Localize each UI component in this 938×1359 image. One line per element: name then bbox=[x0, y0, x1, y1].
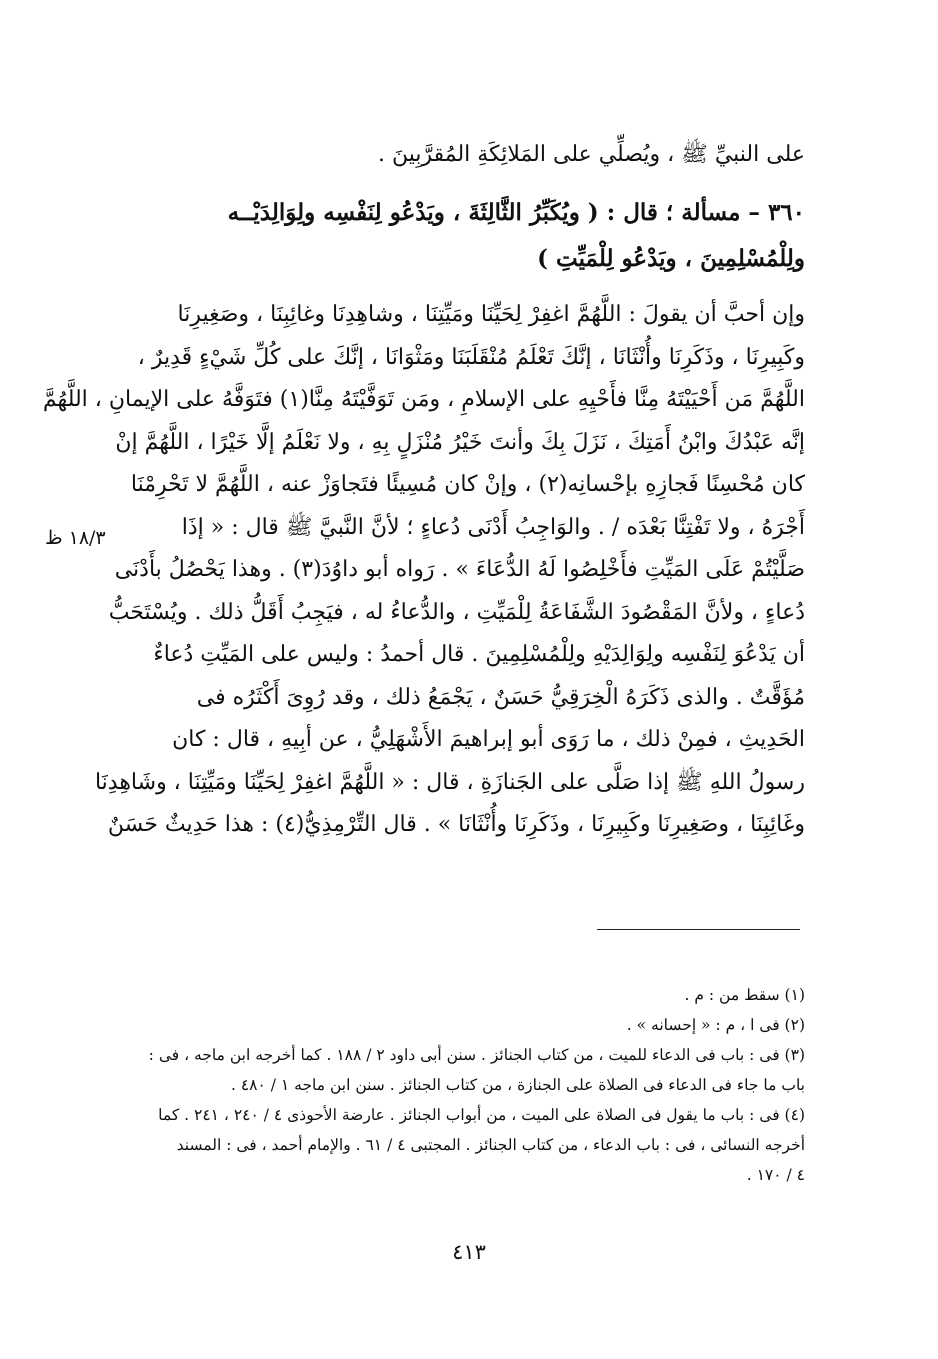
body-line: رسولُ اللهِ ﷺ إذا صَلَّى على الجَنازَةِ ، قال : « اللَّهُمَّ اغفِرْ لِحَيِّنَا ومَيِّتِنَا ، وشَاهِدِنَا bbox=[94, 769, 805, 795]
intro-line: على النبيِّ ﷺ ، ويُصلِّي على المَلائِكَةِ المُقرَّبِينَ . bbox=[377, 142, 805, 167]
footnote-line: (٤) فى : باب ما يقول فى الصلاة على الميت ، من أبواب الجنائز . عارضة الأحوذى ٤ / ٢٤٠ ، ٢٤١ . كما bbox=[158, 1106, 805, 1124]
body-line: كان مُحْسِنًا فَجازِهِ بإحْسانِه(٢) ، وإنْ كان مُسِيئًا فتَجاوَزْ عنه ، اللَّهُمَّ لا تَحْرِمْنَا bbox=[130, 472, 805, 497]
footnote-line: (٢) فى ا ، م : « إحسانه » . bbox=[626, 1016, 805, 1034]
footnote-line: أخرجه النسائى ، فى : باب الدعاء ، من كتاب الجنائز . المجتبى ٤ / ٦١ . والإمام أحمد ، فى : المسند bbox=[176, 1136, 805, 1154]
body-line: وكَبِيرِنَا ، وذَكَرِنَا وأُنْثَانَا ، إنَّكَ تَعْلَمُ مُنْقَلَبَنَا ومَثْوَانَا ، إنَّكَ على كُلِّ شَيْءٍ قَدِيرٌ ، bbox=[137, 344, 805, 370]
footnote-line: باب ما جاء فى الدعاء فى الصلاة على الجنازة ، من كتاب الجنائز . سنن ابن ماجه ١ / ٤٨٠ . bbox=[230, 1076, 805, 1094]
footnote-line: ٤ / ١٧٠ . bbox=[746, 1166, 805, 1184]
issue-heading bbox=[135, 190, 805, 282]
body-line: صَلَّيْتُمْ عَلَى المَيِّتِ فأَخْلِصُوا لَهُ الدُّعَاءَ » . رَواه أبو داوُدَ(٣) . وهذا يَحْصُلُ بأَدْنَى bbox=[114, 557, 805, 582]
footnote-line: (١) سقط من : م . bbox=[684, 986, 805, 1004]
body-line: إنَّه عَبْدُكَ وابْنُ أَمَتِكَ ، نَزَلَ بِكَ وأنتَ خَيْرُ مُنْزَلٍ بِهِ ، ولا نَعْلَمُ إلَّا خَيْرًا ، اللَّهُمَّ إنْ bbox=[115, 429, 805, 455]
page-number: ٤١٣ bbox=[452, 1240, 486, 1264]
heading-line-1: ٣٦٠ – مسألة ؛ قال : ( ويُكَبِّرُ الثَّالِثَةَ ، ويَدْعُو لِنَفْسِه ولِوَالِدَيْــه bbox=[227, 199, 805, 226]
body-line: الحَدِيثِ ، فمِنْ ذلك ، ما رَوَى أبو إبراهيمَ الأَشْهَلِيُّ ، عن أبِيهِ ، قال : كان bbox=[172, 727, 805, 752]
body-line: أن يَدْعُوَ لِنَفْسِه ولِوَالِدَيْهِ ولِلْمُسْلِمِينَ . قال أحمدُ : وليس على المَيِّتِ دُعاءٌ bbox=[153, 642, 805, 667]
body-line: دُعاءٍ ، ولأنَّ المَقْصُودَ الشَّفَاعَةُ لِلْمَيِّتِ ، والدُّعاءُ له ، فيَجِبُ أَقَلُّ ذلك . ويُسْتَحَبُّ bbox=[108, 599, 805, 625]
footnotes bbox=[135, 980, 805, 1190]
body-line: وإن أحبَّ أن يقولَ : اللَّهُمَّ اغفِرْ لِحَيِّنَا ومَيِّتِنَا ، وشاهِدِنَا وغائِبِنَا ، وصَغِيرِنَا bbox=[177, 302, 805, 327]
heading-line-2: ولِلْمُسْلِمِينَ ، ويَدْعُو لِلْمَيِّتِ ) bbox=[537, 245, 805, 272]
body-line: وغَائِبِنَا ، وصَغِيرِنَا وكَبِيرِنَا ، وذَكَرِنَا وأُنْثَانَا » . قال التِّرْمِذِيُّ(٤) : هذا حَدِيثٌ حَسَنٌ bbox=[107, 812, 805, 837]
body-line: مُؤَقَّتٌ . والذى ذَكَرَهُ الْخِرَقِيُّ حَسَنٌ ، يَجْمَعُ ذلك ، وقد رُوِىَ أَكْثَرُه فى bbox=[196, 684, 805, 710]
body-line: أَجْرَهُ ، ولا تَفْتِنَّا بَعْدَه / . والوَاجِبُ أَدْنَى دُعاءٍ ؛ لأنَّ النَّبيَّ ﷺ قال : « إذَا bbox=[181, 514, 805, 540]
body-line: اللَّهُمَّ مَن أَحْيَيْتَهُ مِنَّا فأَحْيِهِ على الإسلامِ ، ومَن تَوَفَّيْتَهُ مِنَّا(١) فتَوَفَّهُ على الإيمانِ ، اللَّهُمَّ bbox=[42, 387, 805, 412]
margin-folio-note: ١٨/٣ ظ bbox=[45, 527, 106, 549]
footnote-separator bbox=[597, 929, 800, 930]
intro-line-block bbox=[135, 134, 805, 177]
footnote-line: (٣) فى : باب فى الدعاء للميت ، من كتاب الجنائز . سنن أبى داود ٢ / ١٨٨ . كما أخرجه ابن ماجه ، فى : bbox=[148, 1046, 805, 1064]
